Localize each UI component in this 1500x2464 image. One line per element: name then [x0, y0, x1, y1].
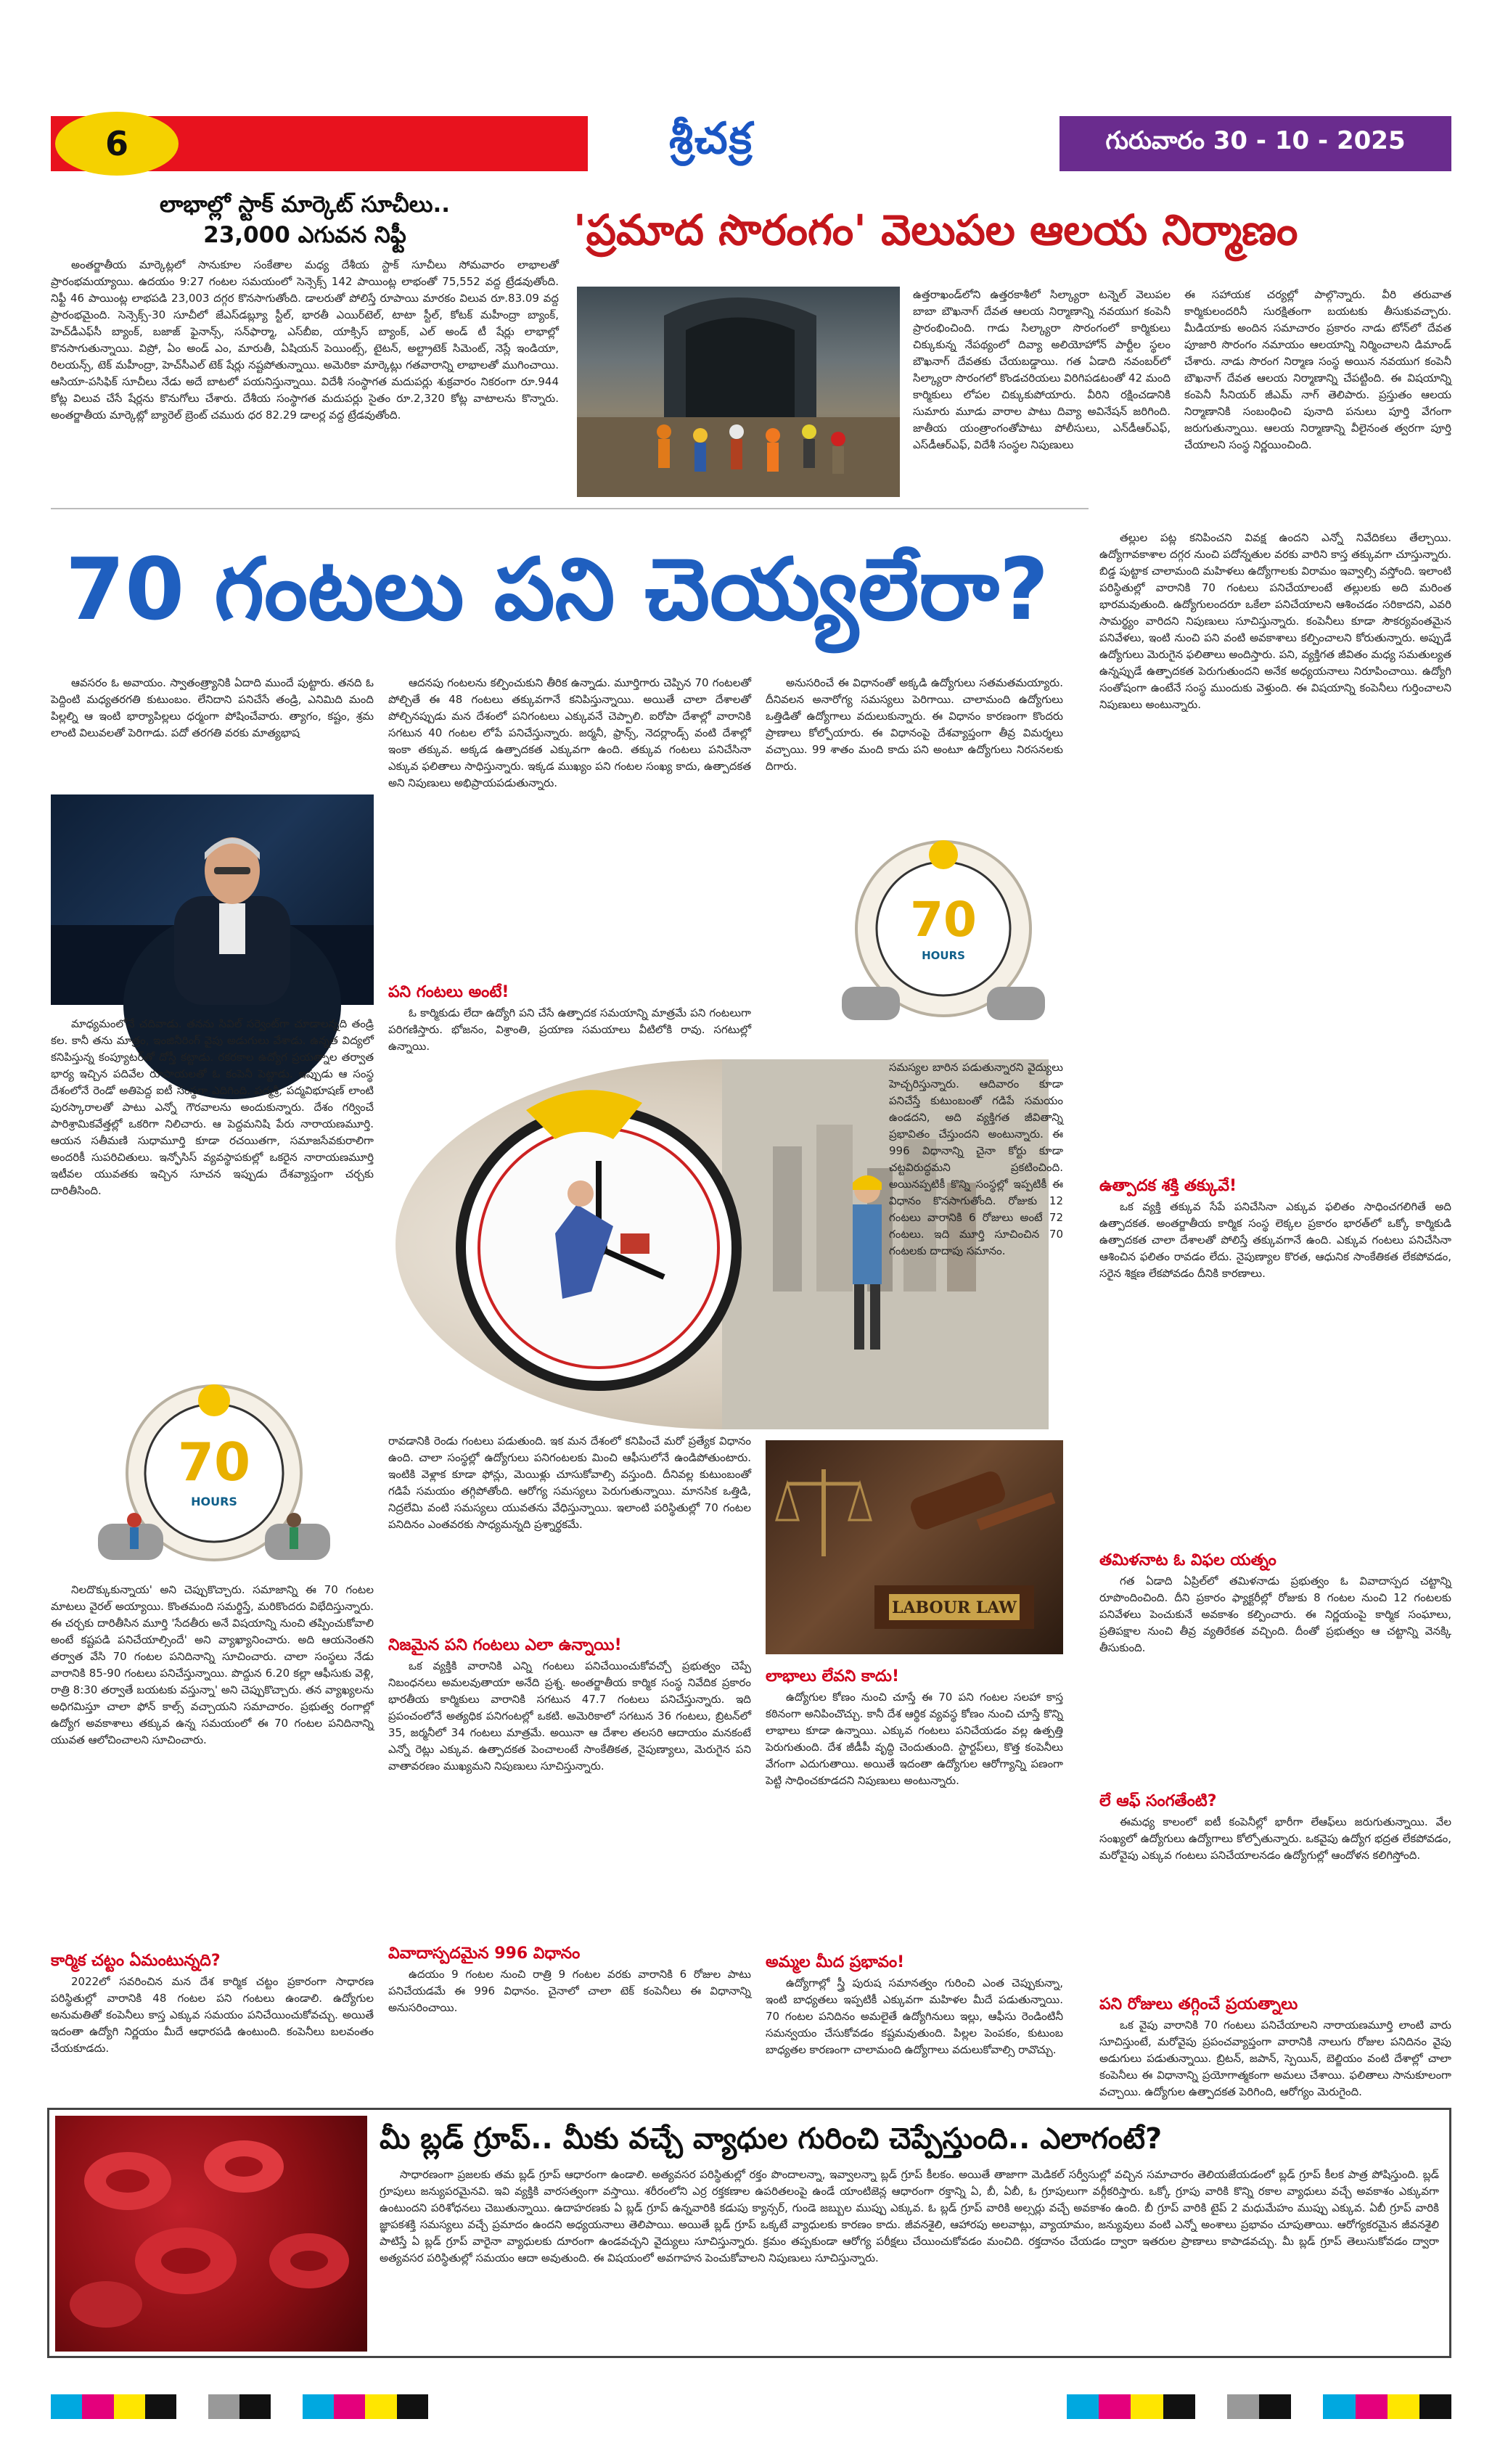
hours-badge-image-left — [69, 1371, 359, 1574]
temple-headline: 'ప్రమాద సొరంగం' వెలుపల ఆలయ నిర్మాణం — [573, 205, 1298, 255]
blood-group-body: సాధారణంగా ప్రజలకు తమ బ్లడ్ గ్రూప్ ఆధారంగా ఉండాలి. అత్యవసర పరిస్థితుల్లో రక్తం పొందాలన్నా, ఇవ్వాలన్నా బ్లడ్ గ్రూప్ కీలకం. అయితే తాజాగా మెడికల్ సర్వీసుల్లో వచ్చిన సమాచారం తెలియజేయడంలో బ్లడ్ గ్రూప్ కీలక పాత్ర పోషిస్తుంది. బ్లడ్ గ్రూపులు జన్యుపరమైనవి. ఇవి వ్యక్తికి వారసత్వంగా వస్తాయి. శరీరంలోని ఎర్ర రక్తకణాల ఉపరితలంపై ఉండే యాంటిజెన్ల ఆధారంగా రక్తాన్ని ఏ, బీ, ఏబీ, ఓ గ్రూపులుగా వర్గీకరిస్తారు. ఒక్కో గ్రూపు వారికి కొన్ని రకాల వ్యాధులు వచ్చే అవకాశం ఎక్కువగా ఉంటుందని పరిశోధనలు చెబుతున్నాయి. ఉదాహరణకు ఏ బ్లడ్ గ్రూప్ ఉన్నవారికి కడుపు క్యాన్సర్, గుండె జబ్బుల ముప్పు ఎక్కువ. ఓ బ్లడ్ గ్రూప్ వారికి అల్సర్లు వచ్చే అవకాశం ఉంది. బీ గ్రూప్ వారికి టైప్ 2 మధుమేహం ముప్పు ఎక్కువ. ఏబీ గ్రూప్ వారికి జ్ఞాపకశక్తి సమస్యలు వచ్చే ప్రమాదం ఉందని అధ్యయనాలు తెలిపాయి. అయితే బ్లడ్ గ్రూప్ ఒక్కటే వ్యాధులకు కారణం కాదు. జీవనశైలి, ఆహారపు అలవాట్లు, వ్యాయామం, జన్యువులు వంటి ఎన్నో అంశాలు ప్రభావం చూపుతాయి. ఆరోగ్యకరమైన జీవనశైలి పాటిస్తే ఏ బ్లడ్ గ్రూప్ వారైనా వ్యాధులకు దూరంగా ఉండవచ్చని వైద్యులు సూచిస్తున్నారు. క్రమం తప్పకుండా ఆరోగ్య పరీక్షలు చేయించుకోవడం మంచిది. రక్తదానం చేయడం ద్వారా ఇతరుల ప్రాణాలు కాపాడవచ్చు. మీ బ్లడ్ గ్రూప్ తెలుసుకోవడం ద్వారా అత్యవసర పరిస్థితుల్లో సమయం ఆదా అవుతుంది. ఈ విషయంలో అవగాహన పెంచుకోవాలని నిపుణులు సూచిస్తున్నారు. — [380, 2168, 1439, 2264]
masthead — [51, 109, 1451, 178]
stock-headline-line2: 23,000 ఎగువన నిఫ్టీ — [203, 222, 406, 248]
blood-cells-graphic — [55, 2116, 367, 2352]
hours-badge-image-center — [827, 820, 1060, 1045]
temple-photo-graphic — [577, 287, 900, 497]
main-col4-body-b: ఒక వ్యక్తి తక్కువ సేపే పనిచేసినా ఎక్కువ ఫలితం సాధించగలిగితే అది ఉత్పాదకత. అంతర్జాతీయ కార్మిక సంస్థ లెక్కల ప్రకారం భారత్‌లో ఒక్కో కార్మికుడి ఉత్పాదకత చాలా దేశాలతో పోలిస్తే తక్కువగానే ఉంది. ఎక్కువ గంటలు పనిచేసినా ఆశించిన ఫలితం రావడం లేదు. నైపుణ్యాల కొరత, ఆధునిక సాంకేతికత లేకపోవడం, సరైన శిక్షణ లేకపోవడం దీనికి కారణాలు. — [1099, 1200, 1451, 1280]
badge-word-center: HOURS — [922, 949, 965, 962]
main-col3-body-b: సమస్యల బారిన పడుతున్నారని వైద్యులు హెచ్చరిస్తున్నారు. ఆదివారం కూడా పనిచేస్తే కుటుంబంతో గడిపే సమయం ఉండదని, అది వ్యక్తిగత జీవితాన్ని ప్రభావితం చేస్తుందని అంటున్నారు. ఈ 996 విధానాన్ని చైనా కోర్టు కూడా చట్టవిరుద్ధమని ప్రకటించింది. అయినప్పటికీ కొన్ని సంస్థల్లో ఇప్పటికీ ఈ విధానం కొనసాగుతోంది. రోజుకు 12 గంటలు వారానికి 6 రోజులు అంటే 72 గంటలు. ఇది మూర్తి సూచించిన 70 గంటలకు దాదాపు సమానం. — [889, 1061, 1063, 1257]
page-number: 6 — [104, 124, 128, 163]
col4-subheading-4: పని రోజులు తగ్గించే ప్రయత్నాలు — [1099, 1995, 1298, 2013]
main-col2-intro: ఆదనపు గంటలను కల్పించుకుని తీరిక ఉన్నాడు. మూర్తిగారు చెప్పిన 70 గంటలతో పోల్చితే ఈ 48 గంటలు తక్కువగానే కనిపిస్తున్నాయి. అయితే చాలా దేశాలతో పోల్చినప్పుడు మన దేశంలో పనిగంటలు ఎక్కువనే చెప్పాలి. ఐరోపా దేశాల్లో వారానికి సగటున 40 గంటల లోపే పనిచేస్తున్నారు. జర్మనీ, ఫ్రాన్స్, నెదర్లాండ్స్ వంటి దేశాల్లో ఇంకా తక్కువ. అక్కడ ఉత్పాదకత ఎక్కువగా ఉంది. తక్కువ గంటలు పనిచేసినా ఎక్కువ ఫలితాలు సాధిస్తున్నారు. ఇక్కడ ముఖ్యం పని గంటల సంఖ్య కాదు, ఉత్పాదకత అని నిపుణులు అభిప్రాయపడుతున్నారు. — [388, 676, 751, 789]
main-col2-body-e: ఉదయం 9 గంటల నుంచి రాత్రి 9 గంటల వరకు వారానికి 6 రోజుల పాటు పనిచేయడమే ఈ 996 విధానం. చైనాలో చాలా టెక్ కంపెనీలు ఈ విధానాన్ని అనుసరించాయి. — [388, 1968, 751, 2014]
temple-body-col2: ఈ సహాయక చర్యల్లో పాల్గొన్నారు. వీరి తరువాత కార్మికులందరినీ సురక్షితంగా బయటకు తీసుకువచ్చారు. మీడియాకు అందిన సమాచారం ప్రకారం నాడు టోన్‌లో దేవత పూజారి సొరంగం నమాయం ఆలయాన్ని నిర్మించాలని డిమాండ్ చేశారు. నాడు సొరంగ నిర్మాణ సంస్థ అయిన నవయుగ కంపెనీ బౌఖనాగ్ దేవత ఆలయ నిర్మాణాన్ని చేపట్టింది. ఈ విషయాన్ని కంపెనీ సీనియర్ జీఎమ్ నాగ్ తెలిపారు. ప్రస్తుతం ఆలయ నిర్మాణానికి సంబంధించి పునాది పనులు పూర్తి వేగంగా జరుగుతున్నాయి. ఆలయ నిర్మాణాన్ని వీలైనంత త్వరగా పూర్తి చేయాలని సంస్థ నిర్ణయించింది. — [1184, 288, 1452, 451]
stock-article — [51, 190, 559, 495]
badge-word-left: HOURS — [191, 1495, 237, 1508]
col2-subheading-3: వివాదాస్పదమైన 996 విధానం — [388, 1944, 581, 1963]
registration-bar-left — [51, 2394, 428, 2419]
temple-photo — [577, 287, 900, 497]
masthead-logo — [602, 109, 820, 178]
temple-body-col1: ఉత్తరాఖండ్‌లోని ఉత్తరకాశీలో సిల్క్యారా టన్నెల్ వెలుపల బాబా బౌఖనాగ్ దేవత ఆలయ నిర్మాణాన్ని నవయుగ కంపెనీ ప్రారంభించింది. గాడు సిల్క్యారా సొరంగంలో కార్మికులు చిక్కుకున్న నేపథ్యంలో దివ్యా అలియోహోన్ పార్టీల స్థలం బౌఖనాగ్ దేవతకు చేయబడ్డాయి. గత ఏడాది నవంబర్‌లో సిల్క్యారా సొరంగలో కొండచరియలు విరిగిపడటంతో 42 మంది కార్మికులు లోపల చిక్కుకుపోయారు. వీరిని రక్షించడానికి సుమారు మూడు వారాల పాటు దివ్యా అవినేషన్ జరిగింది. జాతీయ యంత్రాంగంతోపాటు పోలీసులు, ఎన్‌డీఆర్‌ఎఫ్, ఎస్‌డీఆర్‌ఎఫ్, విదేశీ సంస్థల నిపుణులు — [913, 288, 1171, 451]
registration-bar-right — [1067, 2394, 1451, 2419]
murthy-photo — [51, 794, 374, 1005]
col2-subheading-1: పని గంటలు అంటే! — [388, 983, 509, 1001]
labour-law-graphic — [766, 1440, 1063, 1654]
main-col2-body-c: రావడానికి రెండు గంటలు పడుతుంది. ఇక మన దేశంలో కనిపించే మరో ప్రత్యేక విధానం ఉంది. చాలా సంస్థల్లో ఉద్యోగులు పనిగంటలకు మించి ఆఫీసులోనే ఉండిపోతుంటారు. ఇంటికి వెళ్లాక కూడా ఫోన్లు, మెయిళ్లు చూసుకోవాల్సి వస్తుంది. దీనివల్ల కుటుంబంతో గడిపే సమయం తగ్గిపోతోంది. ఆరోగ్య సమస్యలు పెరుగుతున్నాయి. మానసిక ఒత్తిడి, నిద్రలేమి వంటి సమస్యలు యువతను వేధిస్తున్నాయి. ఇలాంటి పరిస్థితుల్లో 70 గంటల పనిదినం ఎంతవరకు సాధ్యమన్నది ప్రశ్నార్థకమే. — [388, 1434, 751, 1531]
main-col2-body-b: ఓ కార్మికుడు లేదా ఉద్యోగి పని చేసే ఉత్పాదక సమయాన్ని మాత్రమే పని గంటలుగా పరిగణిస్తారు. భోజనం, విశ్రాంతి, ప్రయాణ సమయాలు వీటిలోకి రావు. సగటుల్లో ఉన్నాయి. — [388, 1006, 751, 1053]
blood-group-box — [47, 2108, 1451, 2358]
main-col4-body-c: గత ఏడాది ఏప్రిల్‌లో తమిళనాడు ప్రభుత్వం ఓ వివాదాస్పద చట్టాన్ని రూపొందించింది. దీని ప్రకారం ఫ్యాక్టరీల్లో రోజుకు 8 గంటల నుంచి 12 గంటలకు పనివేళలు పెంచుకునే అవకాశం కల్పించారు. ఈ నిర్ణయంపై కార్మిక సంఘాలు, ప్రతిపక్షాల నుంచి తీవ్ర వ్యతిరేకత వచ్చింది. దీంతో ప్రభుత్వం ఆ చట్టాన్ని వెనక్కి తీసుకుంది. — [1099, 1574, 1451, 1654]
col4-subheading-1: ఉత్పాదక శక్తి తక్కువే! — [1099, 1177, 1237, 1195]
col3-subheading-1: లాభాలు లేవని కాదు! — [766, 1667, 900, 1685]
labour-law-photo — [766, 1440, 1063, 1654]
col4-subheading-3: లే ఆఫ్ సంగతేంటి? — [1099, 1792, 1217, 1810]
badge-numeral-left: 70 — [177, 1432, 251, 1492]
page-number-badge — [55, 112, 179, 176]
main-col3-body-c: ఉద్యోగుల కోణం నుంచి చూస్తే ఈ 70 పని గంటల సలహా కాస్త కఠినంగా అనిపించొచ్చు. కానీ దేశ ఆర్థిక వ్యవస్థ కోణం నుంచి చూస్తే కొన్ని లాభాలు కూడా ఉన్నాయి. ఎక్కువ గంటలు పనిచేయడం వల్ల ఉత్పత్తి పెరుగుతుంది. దేశ జీడీపీ వృద్ధి చెందుతుంది. స్టార్టప్‌లు, కొత్త కంపెనీలు వేగంగా ఎదుగుతాయి. అయితే ఇదంతా ఉద్యోగుల ఆరోగ్యాన్ని పణంగా పెట్టి సాధించకూడదని నిపుణులు అంటున్నారు. — [766, 1691, 1063, 1787]
main-headline: 70 గంటలు పని చెయ్యలేరా? — [65, 539, 1049, 639]
blood-group-headline: మీ బ్లడ్ గ్రూప్.. మీకు వచ్చే వ్యాధుల గురించి చెప్పేస్తుంది.. ఎలాగంటే? — [380, 2122, 1163, 2156]
murthy-photo-graphic — [51, 794, 374, 1005]
logo-text: శ్రీచక్ర — [669, 113, 753, 164]
hours-badge-graphic-left — [69, 1371, 359, 1574]
labour-law-plaque: LABOUR LAW — [892, 1598, 1017, 1617]
issue-date: గురువారం 30 - 10 - 2025 — [1105, 126, 1406, 155]
main-col2-body-d: ఒక వ్యక్తికి వారానికి ఎన్ని గంటలు పనిచేయించుకోవచ్చో ప్రభుత్వం చెప్పే నిబంధనలు అమలవుతాయా అనేది ప్రశ్న. అంతర్జాతీయ కార్మిక సంస్థ నివేదిక ప్రకారం భారతీయ కార్మికులు వారానికి సగటున 47.7 గంటలు పనిచేస్తున్నారు. ఇది ప్రపంచంలోనే అత్యధిక పనిగంటల్లో ఒకటి. అమెరికాలో సగటున 36 గంటలు, బ్రిటన్‌లో 35, జర్మనీలో 34 గంటలు మాత్రమే. అయినా ఆ దేశాల తలసరి ఆదాయం మనకంటే ఎన్నో రెట్లు ఎక్కువ. ఉత్పాదకత పెంచాలంటే సాంకేతికత, నైపుణ్యాలు, మెరుగైన పని వాతావరణం ముఖ్యమని నిపుణులు సూచిస్తున్నారు. — [388, 1659, 751, 1773]
main-col4-intro: తల్లుల పట్ల కనిపించని వివక్ష ఉందని ఎన్నో నివేదికలు తేల్చాయి. ఉద్యోగావకాశాల దగ్గర నుంచి పదోన్నతుల వరకు వారిని కాస్త తక్కువగా చూస్తున్నారు. బిడ్డ పుట్టాక చాలామంది మహిళలు ఉద్యోగాలకు విరామం ఇవ్వాల్సి వస్తోంది. ఇలాంటి పరిస్థితుల్లో వారానికి 70 గంటలు పనిచేయాలంటే తల్లులకు అది మరింత భారమవుతుంది. ఉద్యోగులందరూ ఒకేలా పనిచేయాలని ఆశించడం సరికాదని, ఎవరి సామర్థ్యం వారిదని నిపుణులు సూచిస్తున్నారు. కంపెనీలు కూడా సౌకర్యవంతమైన పనివేళలు, ఇంటి నుంచి పని వంటి అవకాశాలు కల్పించాలని కోరుతున్నారు. అప్పుడే ఉద్యోగులు మెరుగైన ఫలితాలు అందిస్తారు. పని, వ్యక్తిగత జీవితం మధ్య సమతుల్యత ఉన్నప్పుడే ఉత్పాదకత పెరుగుతుందని అనేక అధ్యయనాలు నిరూపించాయి. ఉద్యోగి సంతోషంగా ఉంటేనే సంస్థ ముందుకు వెళ్తుంది. ఈ విషయాన్ని కంపెనీలు గుర్తించాలని నిపుణులు అంటున్నారు. — [1099, 531, 1451, 711]
stock-headline-line1: లాభాల్లో స్టాక్ మార్కెట్ సూచీలు.. — [159, 192, 451, 218]
col4-subheading-2: తమిళనాట ఓ విఫల యత్నం — [1099, 1551, 1276, 1569]
masthead-date-band — [1060, 116, 1451, 171]
col3-subheading-2: అమ్మల మీద ప్రభావం! — [766, 1953, 905, 1971]
divider-top — [51, 508, 1089, 509]
col2-subheading-2: నిజమైన పని గంటలు ఎలా ఉన్నాయి! — [388, 1636, 622, 1654]
main-col4-body-e: ఒక వైపు వారానికి 70 గంటలు పనిచేయాలని నారాయణమూర్తి లాంటి వారు సూచిస్తుంటే, మరోవైపు ప్రపంచవ్యాప్తంగా వారానికి నాలుగు రోజుల పనిదినం వైపు అడుగులు పడుతున్నాయి. బ్రిటన్, జపాన్, స్పెయిన్, బెల్జియం వంటి దేశాల్లో చాలా కంపెనీలు ఈ విధానాన్ని ప్రయోగాత్మకంగా అమలు చేశాయి. ఫలితాలు సానుకూలంగా వచ్చాయి. ఉద్యోగుల ఉత్పాదకత పెరిగింది, ఆరోగ్యం మెరుగైంది. — [1099, 2019, 1451, 2098]
main-col3-intro: అనుసరించే ఈ విధానంతో అక్కడి ఉద్యోగులు సతమతమయ్యారు. దీనివలన అనారోగ్య సమస్యలు పెరిగాయి. చాలామంది ఉద్యోగులు ఒత్తిడితో ఉద్యోగాలు వదులుకున్నారు. ఈ విధానం కారణంగా కొందరు ప్రాణాలు కోల్పోయారు. ఈ విధానంపై దేశవ్యాప్తంగా తీవ్ర విమర్శలు వచ్చాయి. 99 శాతం మంది కాదు పని అంటూ ఉద్యోగులు నిరసనలకు దిగారు. — [766, 676, 1063, 773]
main-col1-body-d: 2022లో సవరించిన మన దేశ కార్మిక చట్టం ప్రకారంగా సాధారణ పరిస్థితుల్లో వారానికి 48 గంటల పని గంటలు ఉండాలి. ఉద్యోగుల అనుమతితో కంపెనీలు కాస్త ఎక్కువ సమయం పనిచేయించుకోవచ్చు. అయితే ఇదంతా ఉద్యోగి నిర్ణయం మీదే ఆధారపడి ఉంటుంది. కంపెనీలు బలవంతం చేయకూడదు. — [51, 1975, 374, 2055]
main-col1-body-c: నిలదొక్కుకున్నాయ' అని చెప్పుకొచ్చారు. సమాజాన్ని ఈ 70 గంటల మాటలు వైరల్ అయ్యాయి. కొంతమంది సమర్థిస్తే, మరికొందరు విభేదిస్తున్నారు. ఈ చర్చకు దారితీసిన మూర్తి 'సేదతీరు అనే విషయాన్ని నుంచి తప్పించుకోవాలి అంటే కష్టపడి పనిచేయాల్సిందే' అని వ్యాఖ్యానించారు. అది ఆయనెంతని తర్వాత వేసి 70 గంటల పనిదినాన్ని సూచించారు. చాలా సంస్థలు నేడు వారానికి 85-90 గంటలు పనిచేస్తున్నాయి. పొద్దున 6.20 కల్లా ఆఫీసుకు వెళ్లి, రాత్రి 8:30 తర్వాతే బయటకు వస్తున్నా' అని చెప్పుకొచ్చారు. తన వ్యాఖ్యలను అధిగమిస్తూ చాలా ఫోన్ కాల్స్ వచ్చాయని సమాచారం. ప్రభుత్వ రంగాల్లో ఉద్యోగ అవకాశాలు తక్కువ ఉన్న సమయంలో ఈ 70 గంటల పనిదినాన్ని యువత ఆలోచించాలని సూచించారు. — [51, 1583, 374, 1746]
hours-badge-graphic-center — [827, 820, 1060, 1045]
main-col3-body-d: ఉద్యోగాల్లో స్త్రీ పురుష సమానత్వం గురించి ఎంత చెప్పుకున్నా, ఇంటి బాధ్యతలు ఇప్పటికీ ఎక్కువగా మహిళల మీదే పడుతున్నాయి. 70 గంటల పనిదినం అమలైతే ఉద్యోగినులు ఇల్లు, ఆఫీసు రెండింటినీ సమన్వయం చేసుకోవడం కష్టమవుతుంది. పిల్లల పెంపకం, కుటుంబ బాధ్యతల కారణంగా చాలామంది ఉద్యోగాలు వదులుకోవాల్సి రావొచ్చు. — [766, 1976, 1063, 2056]
col1-subheading: కార్మిక చట్టం ఏమంటున్నది? — [51, 1952, 221, 1970]
main-col1-body: మాధ్యమంలోనే చదివాడు. తనను సివిల్ సర్వెంట్‌గా చూడాలన్నది తండ్రి కల. కానీ తను మాత్రం, ఇంజినీరింగ్ వైపు అడుగులు వేశాడు. ఉన్నత విద్యలో కనిపిస్తున్న కంప్యూటర్‌తో దోస్తీ కట్టాడు. రకరకాల ఉద్యోగ ప్రయత్నాల తర్వాత భార్య ఇచ్చిన పదివేల రూపాయలతో ఓ కంపెనీ పెట్టాడు. ఇప్పుడు ఆ సంస్థ దేశంలోనే రెండో అతిపెద్ద ఐటీ సంస్థగా ఎదిగింది. పద్మశ్రీ, పద్మవిభూషణ్ లాంటి పురస్కారాలతో పాటు ఎన్నో గౌరవాలను అందుకున్నారు. దేశం గర్వించే పారిశ్రామికవేత్తల్లో ఒకరిగా నిలిచారు. ఆ పెద్దమనిషి పేరు నారాయణమూర్తి. ఆయన సతీమణి సుధామూర్తి కూడా రచయితగా, సమాజసేవకురాలిగా అందరికీ సుపరిచితులు. ఇన్ఫోసిస్ వ్యవస్థాపకుల్లో ఒకరైన నారాయణమూర్తి ఇటీవల యువతకు ఇచ్చిన సూచన ఇప్పుడు దేశవ్యాప్తంగా చర్చకు దారితీసింది. — [51, 1017, 374, 1197]
main-col4-body-d: ఈమధ్య కాలంలో ఐటీ కంపెనీల్లో భారీగా లేఆఫ్‌లు జరుగుతున్నాయి. వేల సంఖ్యలో ఉద్యోగులు ఉద్యోగాలు కోల్పోతున్నారు. ఒకవైపు ఉద్యోగ భద్రత లేకపోవడం, మరోవైపు ఎక్కువ గంటలు పనిచేయాలనడం ఉద్యోగుల్లో ఆందోళన కలిగిస్తోంది. — [1099, 1815, 1451, 1862]
blood-cells-image — [55, 2116, 367, 2352]
stock-body: అంతర్జాతీయ మార్కెట్లలో సానుకూల సంకేతాల మధ్య దేశీయ స్టాక్ సూచీలు సోమవారం లాభాలతో ప్రారంభమయ్యాయి. ఉదయం 9:27 గంటల సమయంలో సెన్సెక్స్ 142 పాయింట్ల లాభంతో 75,552 వద్ద ట్రేడవుతోంది. నిఫ్టీ 46 పాయింట్ల లాభపడి 23,003 దగ్గర కొనసాగుతోంది. డాలరుతో పోలిస్తే రూపాయి మారకం విలువ రూ.83.09 వద్ద ప్రారంభమైంది. సెన్సెక్స్-30 సూచీలో జేఎస్‌డబ్ల్యూ స్టీల్, భారతీ ఎయిర్‌టెల్, టాటా స్టీల్, కోటక్ మహీంద్రా బ్యాంక్, హెచ్‌డీఎఫ్‌సీ బ్యాంక్, బజాజ్ ఫైనాన్స్, సన్‌ఫార్మా, ఎస్‌బీఐ, యాక్సిస్ బ్యాంక్, ఎల్ అండ్ టీ షేర్లు లాభాల్లో కొనసాగుతున్నాయి. విప్రో, ఏం అండ్ ఎం, మారుతీ, ఏషియన్ పెయింట్స్, టైటన్, అల్ట్రాటెక్ సిమెంట్, నెస్లే ఇండియా, రిలయన్స్, టెక్ మహీంద్రా, హెచ్‌సీఎల్ టెక్ షేర్లు నష్టపోతున్నాయి. అమెరికా మార్కెట్లు గతవారాన్ని లాభాలతో ముగించాయి. ఆసియా-పసిఫిక్ సూచీలు నేడు అదే బాటలో పయనిస్తున్నాయి. విదేశీ సంస్థాగత మదుపర్లు శుక్రవారం నికరంగా రూ.944 కోట్ల విలువ చేసే షేర్లను కొనుగోలు చేశారు. దేశీయ సంస్థాగత మదుపర్లు సైతం రూ.2,320 కోట్ల వాటాలను కొన్నారు. అంతర్జాతీయ మార్కెట్లో బ్యారెల్ బ్రెంట్ చమురు ధర 82.29 డాలర్ల వద్ద ట్రేడవుతోంది. — [51, 258, 559, 422]
main-col1-intro: ఆవసరం ఓ అవాయం. స్వాతంత్ర్యానికి ఏదాది ముందే పుట్టారు. తనది ఓ పెద్దింటి మధ్యతరగతి కుటుంబం. లేనిదాని పనిచేసే తండ్రి, ఎనిమిది మంది పిల్లల్ని ఆ ఇంటి భార్యాపిల్లలు ధర్మంగా పోషించేవారు. త్యాగం, కష్టం, శ్రమ లాంటి విలువలతో పెరిగాడు. పదో తరగతి వరకు మాత్యభాష — [51, 676, 374, 739]
badge-numeral-center: 70 — [910, 892, 977, 948]
